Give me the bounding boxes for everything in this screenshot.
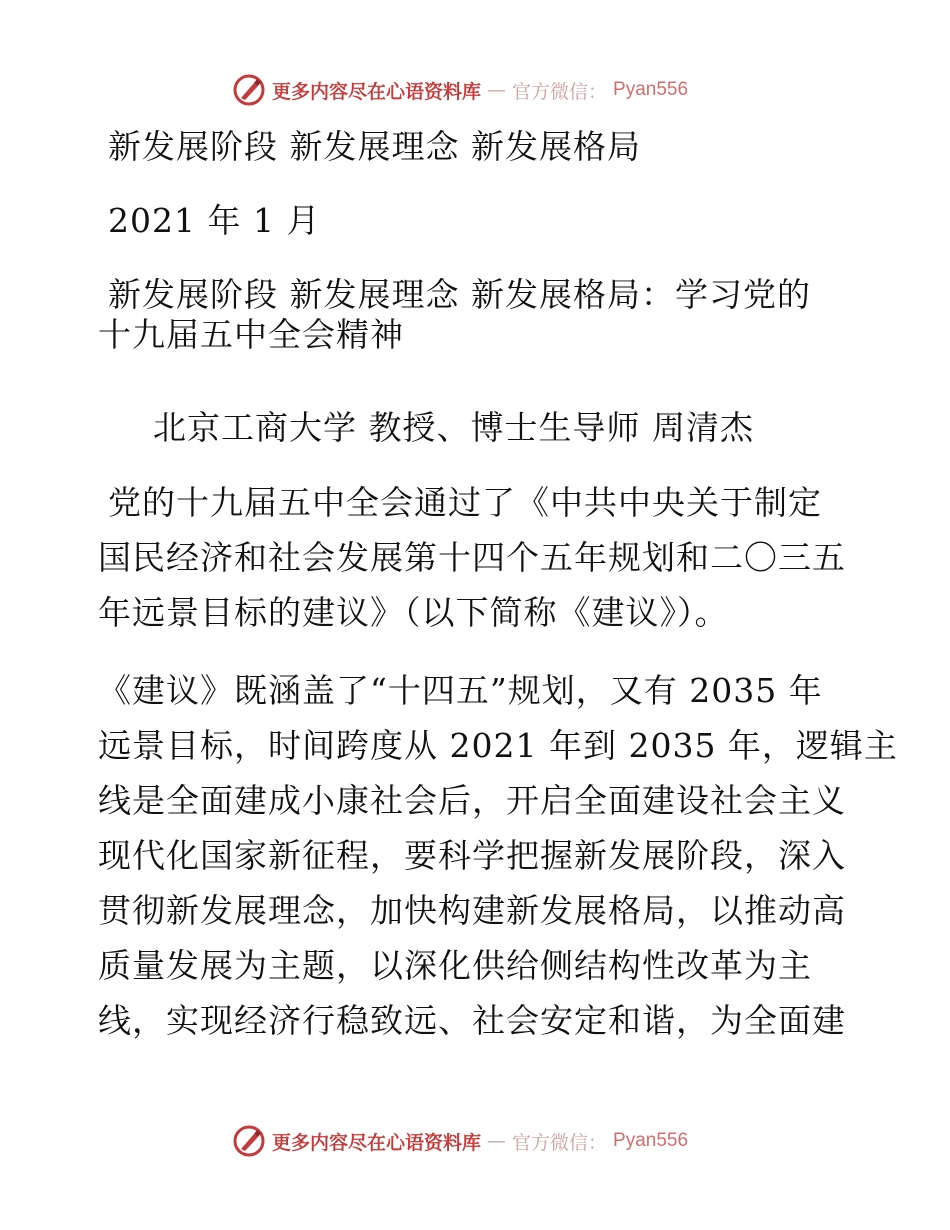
watermark-lead: 更多内容尽在心语资料库 [272, 1131, 482, 1154]
paragraph-line: 党的十九届五中全会通过了《中共中央关于制定 [108, 483, 822, 522]
document-date: 2021 年 1 月 [108, 201, 321, 240]
paragraph-line: 《建议》既涵盖了“十四五”规划，又有 2035 年 [98, 671, 823, 710]
paragraph-line: 远景目标，时间跨度从 2021 年到 2035 年，逻辑主 [98, 726, 898, 765]
paragraph-line: 质量发展为主题，以深化供给侧结构性改革为主 [98, 946, 812, 985]
paragraph-line: 贯彻新发展理念，加快构建新发展格局，以推动高 [98, 891, 846, 930]
paragraph-2 [98, 663, 898, 1048]
watermark-dash: — [487, 79, 507, 101]
document-author: 北京工商大学 教授、博士生导师 周清杰 [153, 408, 754, 447]
pen-logo-icon [232, 1124, 266, 1158]
watermark-dash: — [487, 1130, 507, 1152]
paragraph-line: 现代化国家新征程，要科学把握新发展阶段，深入 [98, 836, 846, 875]
watermark-header [232, 73, 688, 107]
watermark-wechat-id: Pyan556 [613, 79, 689, 100]
paragraph-1 [98, 475, 853, 640]
subtitle-line-2: 十九届五中全会精神 [98, 315, 404, 354]
paragraph-line: 年远景目标的建议》（以下简称《建议》）。 [98, 593, 729, 632]
paragraph-line: 线是全面建成小康社会后，开启全面建设社会主义 [98, 781, 846, 820]
paragraph-line: 国民经济和社会发展第十四个五年规划和二〇三五 [98, 538, 846, 577]
document-title: 新发展阶段 新发展理念 新发展格局 [108, 127, 641, 166]
subtitle-line-1: 新发展阶段 新发展理念 新发展格局：学习党的 [108, 275, 811, 314]
watermark-tail: 官方微信： [512, 1131, 608, 1154]
watermark-tail: 官方微信： [512, 80, 608, 103]
pen-logo-icon [232, 73, 266, 107]
watermark-wechat-id: Pyan556 [613, 1130, 689, 1151]
watermark-lead: 更多内容尽在心语资料库 [272, 80, 482, 103]
document-subtitle [98, 275, 848, 355]
paragraph-line: 线，实现经济行稳致远、社会安定和谐，为全面建 [98, 1001, 846, 1040]
watermark-footer [232, 1124, 688, 1158]
